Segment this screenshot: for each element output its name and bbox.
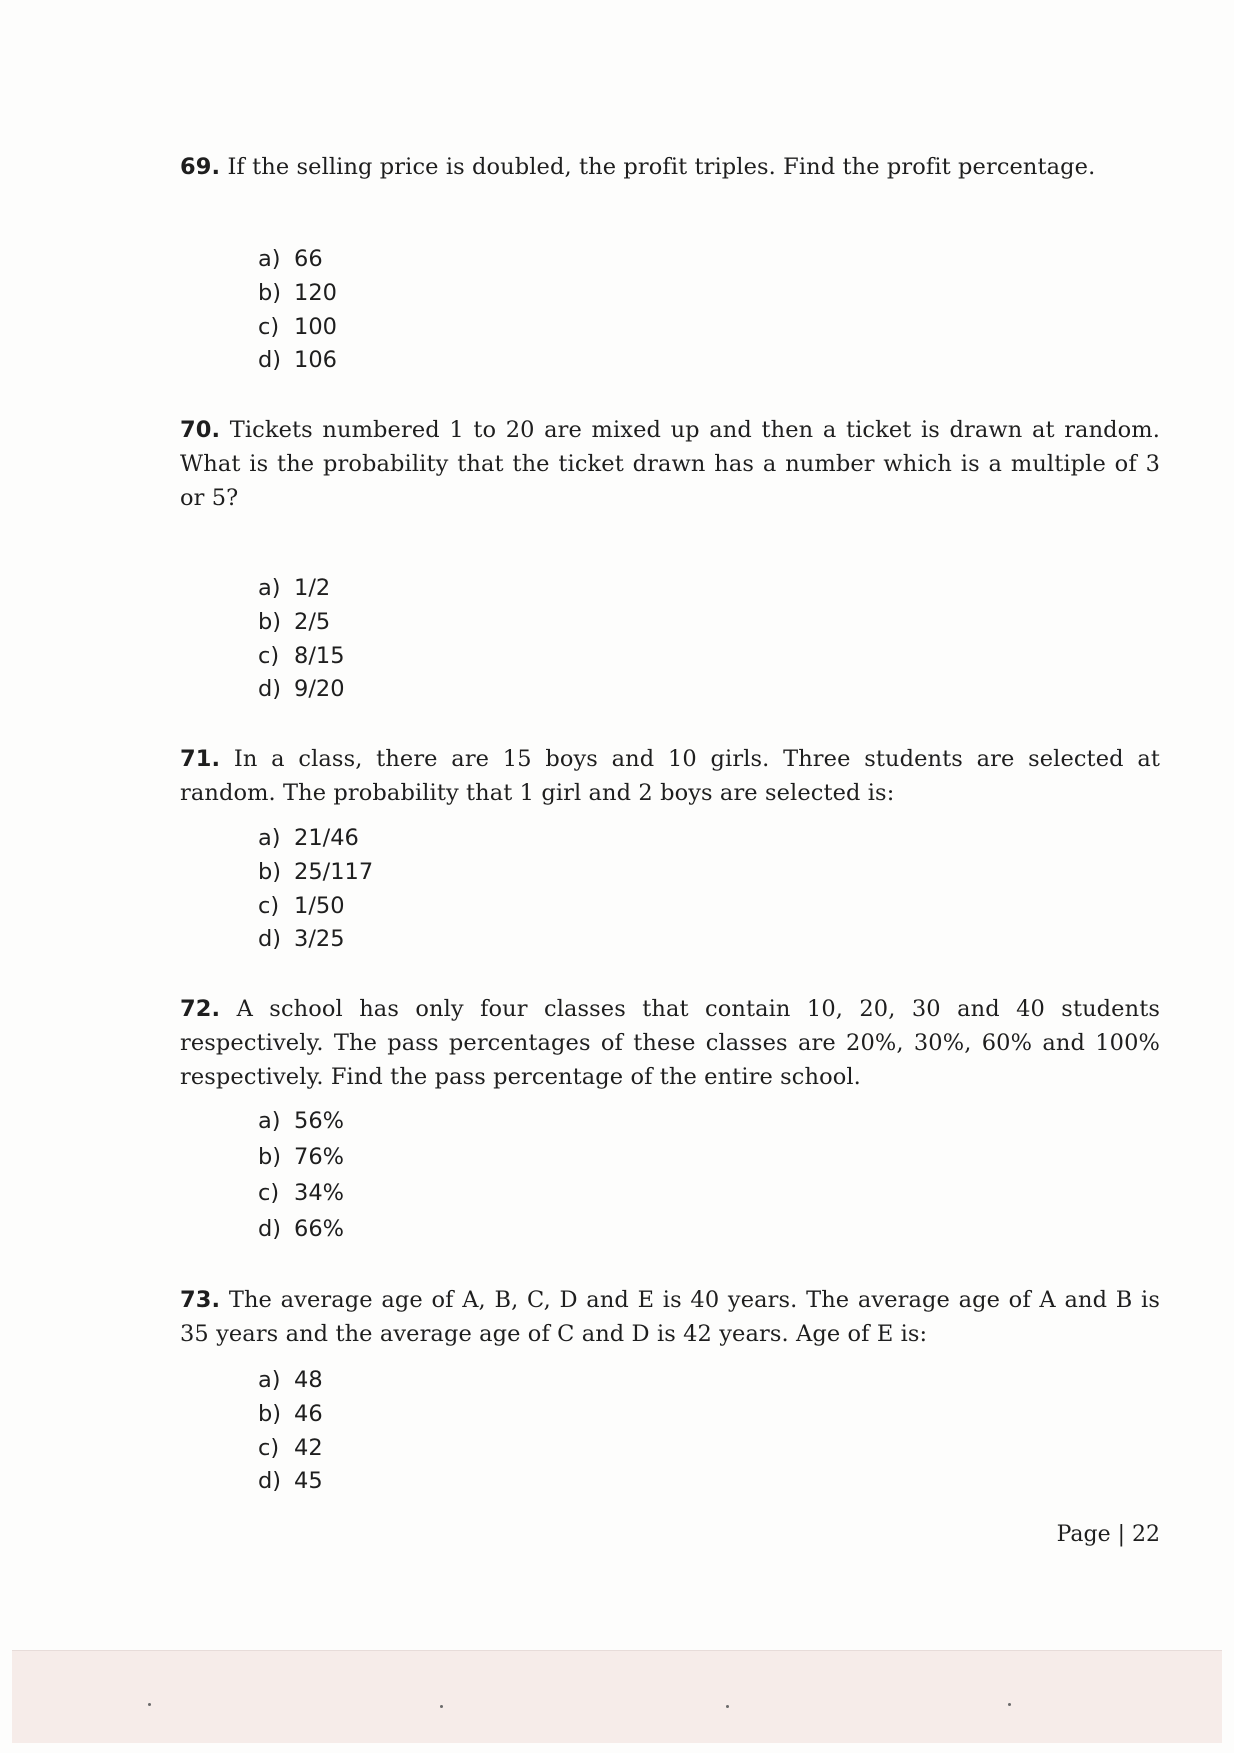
option-a — [258, 1364, 323, 1398]
options-list-72 — [258, 1103, 344, 1247]
options-list-71 — [258, 822, 373, 957]
option-b — [258, 856, 373, 890]
option-value: 48 — [294, 1367, 323, 1393]
option-value: 2/5 — [294, 608, 331, 635]
option-c — [258, 311, 337, 345]
question-71 — [180, 742, 1160, 810]
option-value: 120 — [294, 279, 337, 306]
options-list-73 — [258, 1364, 323, 1499]
option-d — [258, 673, 345, 707]
option-b — [258, 277, 337, 311]
option-letter: b) — [258, 1144, 282, 1170]
option-value: 1/2 — [294, 575, 331, 601]
option-letter: d) — [258, 347, 282, 374]
option-letter: d) — [258, 676, 282, 703]
question-number: 69. — [180, 154, 221, 180]
question-69 — [180, 150, 1160, 184]
option-letter: c) — [258, 1180, 280, 1206]
question-70 — [180, 413, 1160, 515]
option-value: 8/15 — [294, 642, 345, 669]
question-number: 71. — [180, 746, 221, 772]
option-d — [258, 923, 373, 957]
option-letter: c) — [258, 1434, 280, 1461]
option-value: 45 — [294, 1468, 323, 1495]
option-a — [258, 243, 337, 277]
question-number: 72. — [180, 996, 221, 1022]
option-d — [258, 1465, 323, 1499]
options-list-69 — [258, 243, 337, 378]
option-value: 34% — [294, 1180, 345, 1206]
option-a — [258, 1103, 344, 1139]
option-letter: a) — [258, 825, 281, 851]
option-letter: c) — [258, 892, 280, 919]
option-value: 76% — [294, 1144, 345, 1170]
question-72 — [180, 992, 1160, 1094]
option-d — [258, 344, 337, 378]
question-text: The average age of A, B, C, D and E is 40 years. The average age of A and B is 35 years and the average age of C and D is 42 years. Age of E is: — [180, 1287, 1160, 1347]
option-c — [258, 1175, 344, 1211]
option-letter: a) — [258, 575, 281, 601]
option-letter: d) — [258, 1468, 282, 1495]
scan-dot — [1008, 1703, 1011, 1706]
option-a — [258, 822, 373, 856]
option-value: 56% — [294, 1108, 345, 1134]
option-value: 46 — [294, 1400, 323, 1427]
scan-dot — [440, 1705, 443, 1708]
question-73 — [180, 1283, 1160, 1351]
option-value: 66% — [294, 1216, 345, 1242]
option-value: 1/50 — [294, 892, 345, 919]
option-d — [258, 1211, 344, 1247]
question-number: 73. — [180, 1287, 221, 1313]
options-list-70 — [258, 572, 345, 707]
option-value: 106 — [294, 347, 337, 374]
option-b — [258, 1139, 344, 1175]
question-number: 70. — [180, 417, 221, 443]
page-number: Page | 22 — [1056, 1522, 1160, 1547]
scan-dot — [726, 1705, 729, 1708]
option-letter: d) — [258, 1216, 282, 1242]
option-letter: c) — [258, 642, 280, 669]
option-letter: b) — [258, 858, 282, 885]
option-c — [258, 890, 373, 924]
option-letter: c) — [258, 313, 280, 340]
option-letter: b) — [258, 1400, 282, 1427]
option-value: 25/117 — [294, 858, 374, 885]
option-value: 21/46 — [294, 825, 359, 851]
option-value: 3/25 — [294, 926, 345, 953]
option-c — [258, 1432, 323, 1466]
question-text: In a class, there are 15 boys and 10 girls. Three students are selected at random. The probability that 1 girl and 2 boys are selected is: — [180, 746, 1160, 806]
option-letter: b) — [258, 608, 282, 635]
option-a — [258, 572, 345, 606]
question-text: If the selling price is doubled, the profit triples. Find the profit percentage. — [227, 154, 1096, 180]
option-value: 9/20 — [294, 676, 345, 703]
scan-dot — [148, 1703, 151, 1706]
option-letter: a) — [258, 1367, 281, 1393]
option-b — [258, 606, 345, 640]
option-value: 42 — [294, 1434, 323, 1461]
scan-bottom-band — [12, 1650, 1222, 1743]
question-text: A school has only four classes that contain 10, 20, 30 and 40 students respectively. The pass percentages of these classes are 20%, 30%, 60% and 100% respectively. Find the pass percentage of the entire school. — [180, 996, 1160, 1090]
option-letter: a) — [258, 1108, 281, 1134]
option-letter: a) — [258, 246, 281, 272]
question-text: Tickets numbered 1 to 20 are mixed up and then a ticket is drawn at random. What is the probability that the ticket drawn has a number which is a multiple of 3 or 5? — [180, 417, 1160, 511]
option-letter: d) — [258, 926, 282, 953]
option-value: 100 — [294, 313, 337, 340]
option-value: 66 — [294, 246, 323, 272]
option-letter: b) — [258, 279, 282, 306]
option-c — [258, 640, 345, 674]
option-b — [258, 1398, 323, 1432]
